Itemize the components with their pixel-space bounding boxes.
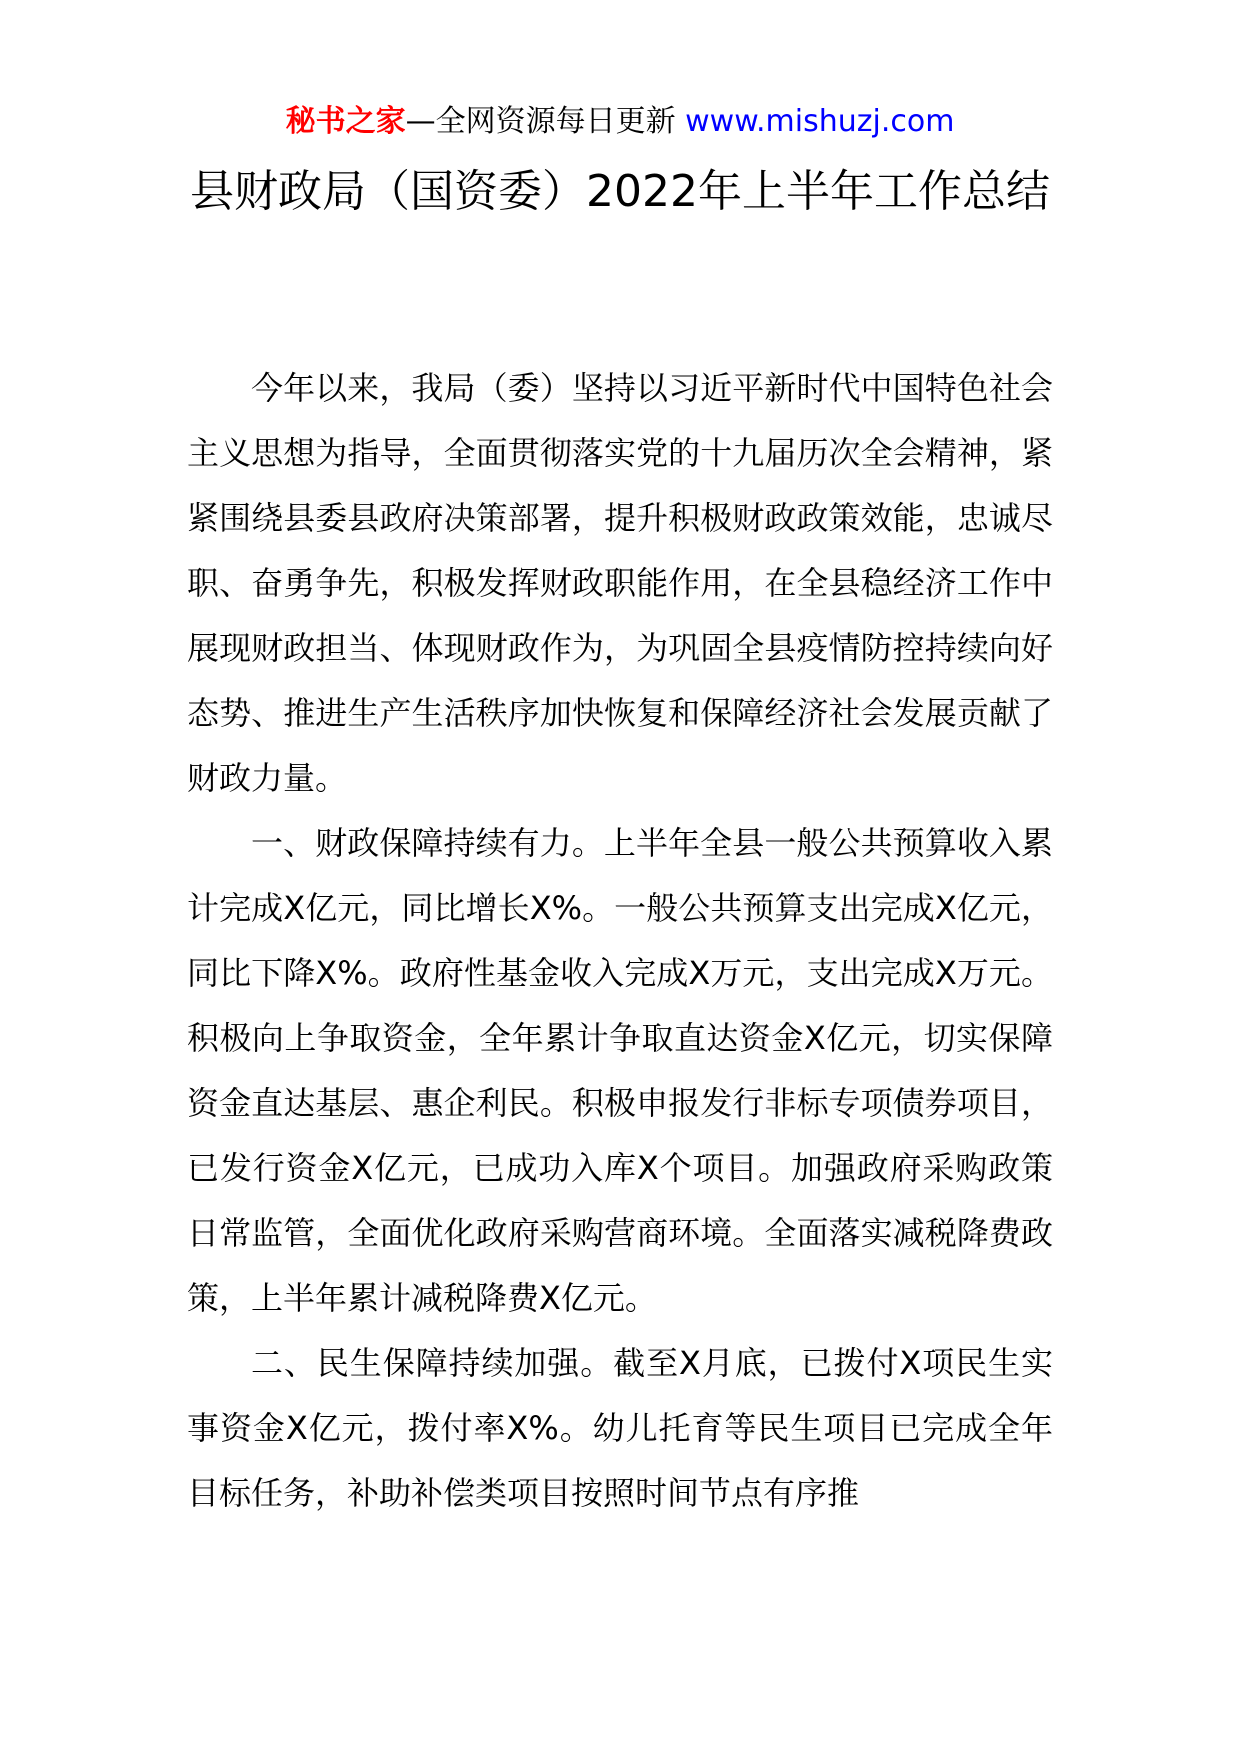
site-url: www.mishuzj.com bbox=[685, 104, 955, 139]
site-name: 秘书之家 bbox=[285, 104, 406, 139]
document-title: 县财政局（国资委）2022年上半年工作总结 bbox=[190, 166, 1050, 217]
paragraph-section-2: 二、民生保障持续加强。截至X月底，已拨付X项民生实事资金X亿元，拨付率X%。幼儿托育等民生项目已完成全年目标任务，补助补偿类项目按照时间节点有序推 bbox=[187, 1344, 1053, 1512]
site-header bbox=[0, 100, 1240, 144]
site-slogan: —全网资源每日更新 bbox=[405, 104, 686, 139]
paragraph-section-1: 一、财政保障持续有力。上半年全县一般公共预算收入累计完成X亿元，同比增长X%。一般公共预算支出完成X亿元，同比下降X%。政府性基金收入完成X万元，支出完成X万元。积极向上争取资金，全年累计争取直达资金X亿元，切实保障资金直达基层、惠企利民。积极申报发行非标专项债券项目，已发行资金X亿元，已成功入库X个项目。加强政府采购政策日常监管，全面优化政府采购营商环境。全面落实减税降费政策，上半年累计减税降费X亿元。 bbox=[187, 824, 1053, 1317]
document-body bbox=[187, 356, 1053, 1526]
paragraph-intro: 今年以来，我局（委）坚持以习近平新时代中国特色社会主义思想为指导，全面贯彻落实党的十九届历次全会精神，紧紧围绕县委县政府决策部署，提升积极财政政策效能，忠诚尽职、奋勇争先，积极发挥财政职能作用，在全县稳经济工作中展现财政担当、体现财政作为，为巩固全县疫情防控持续向好态势、推进生产生活秩序加快恢复和保障经济社会发展贡献了财政力量。 bbox=[187, 369, 1053, 797]
